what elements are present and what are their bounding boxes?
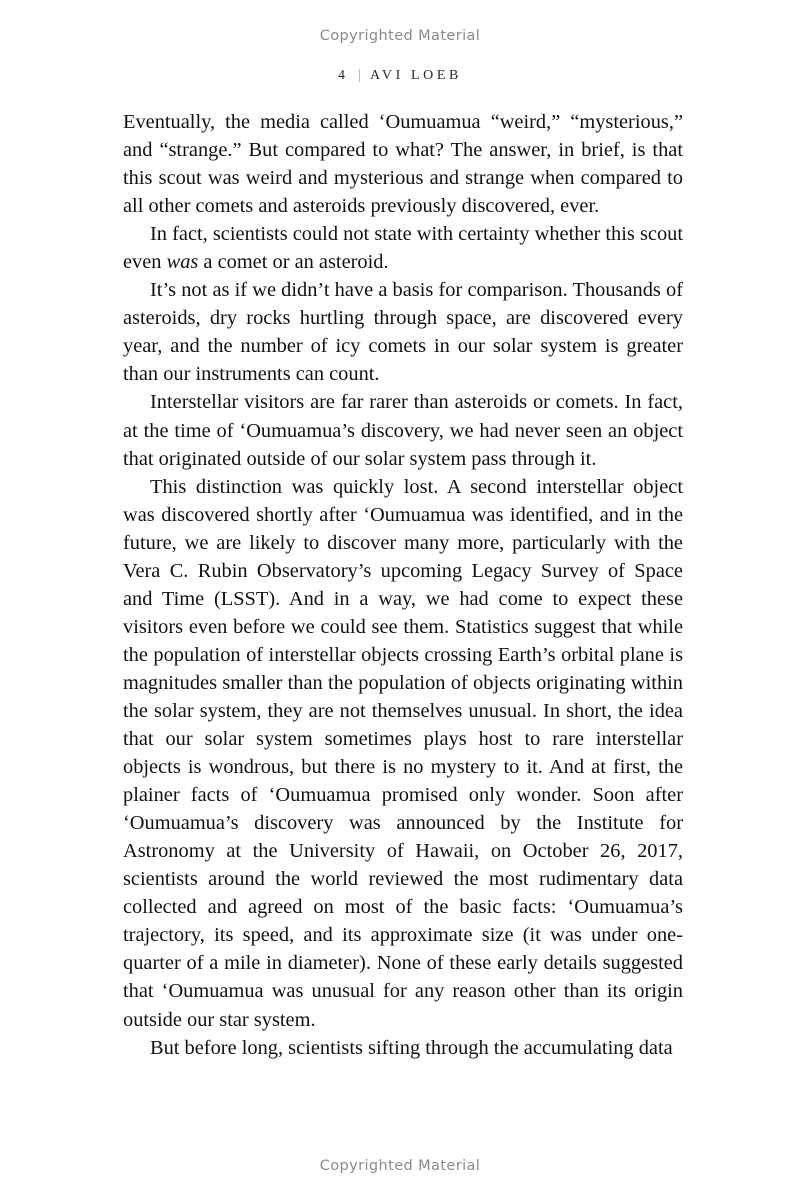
body-text-block — [123, 108, 683, 1062]
paragraph-2 — [123, 220, 683, 276]
paragraph-3: It’s not as if we didn’t have a basis for comparison. Thousands of asteroids, dry rocks hurtling through space, are discovered every year, and the number of icy comets in our solar system is greater than our instruments can count. — [123, 279, 683, 386]
page-number: 4 — [338, 68, 348, 83]
running-head-author: AVI LOEB — [370, 68, 462, 83]
paragraph-2-text-before-italic: In fact, scientists could not state with certainty whether this scout even — [123, 223, 683, 274]
paragraph-4: Interstellar visitors are far rarer than asteroids or comets. In fact, at the time of ‘Oumuamua’s discovery, we had never seen an object that originated outside of our solar system pass through it. — [123, 391, 683, 470]
running-head — [0, 68, 800, 84]
copyright-watermark-bottom: Copyrighted Material — [319, 1158, 481, 1174]
paragraph-5: This distinction was quickly lost. A second interstellar object was discovered shortly after ‘Oumuamua was identified, and in the future, we are likely to discover many more, particularly with the Vera C. Rubin Observatory’s upcoming Legacy Survey of Space and Time (LSST). And in a way, we had come to expect these visitors even before we could see them. Statistics suggest that while the population of interstellar objects crossing Earth’s orbital plane is magnitudes smaller than the population of objects originating within the solar system, they are not themselves unusual. In short, the idea that our solar system sometimes plays host to rare interstellar objects is wondrous, but there is no mystery to it. And at first, the plainer facts of ‘Oumuamua promised only wonder. Soon after ‘Oumuamua’s discovery was announced by the Institute for Astronomy at the University of Hawaii, on October 26, 2017, scientists around the world reviewed the most rudimentary data collected and agreed on most of the basic facts: ‘Oumuamua’s trajectory, its speed, and its approximate size (it was under one-quarter of a mile in diameter). None of these early details suggested that ‘Oumuamua was unusual for any reason other than its origin outside our star system. — [123, 475, 683, 1031]
copyright-watermark-top: Copyrighted Material — [319, 28, 481, 44]
paragraph-6: But before long, scientists sifting through the accumulating data — [150, 1036, 673, 1059]
paragraph-2-text-after-italic: a comet or an asteroid. — [198, 251, 389, 274]
paragraph-2-emphasis: was — [166, 251, 199, 274]
paragraph-1: Eventually, the media called ‘Oumuamua “weird,” “mysterious,” and “strange.” But compared to what? The answer, in brief, is that this scout was weird and mysterious and strange when compared to all other comets and asteroids previously discovered, ever. — [123, 111, 683, 218]
running-head-separator: | — [358, 68, 362, 83]
